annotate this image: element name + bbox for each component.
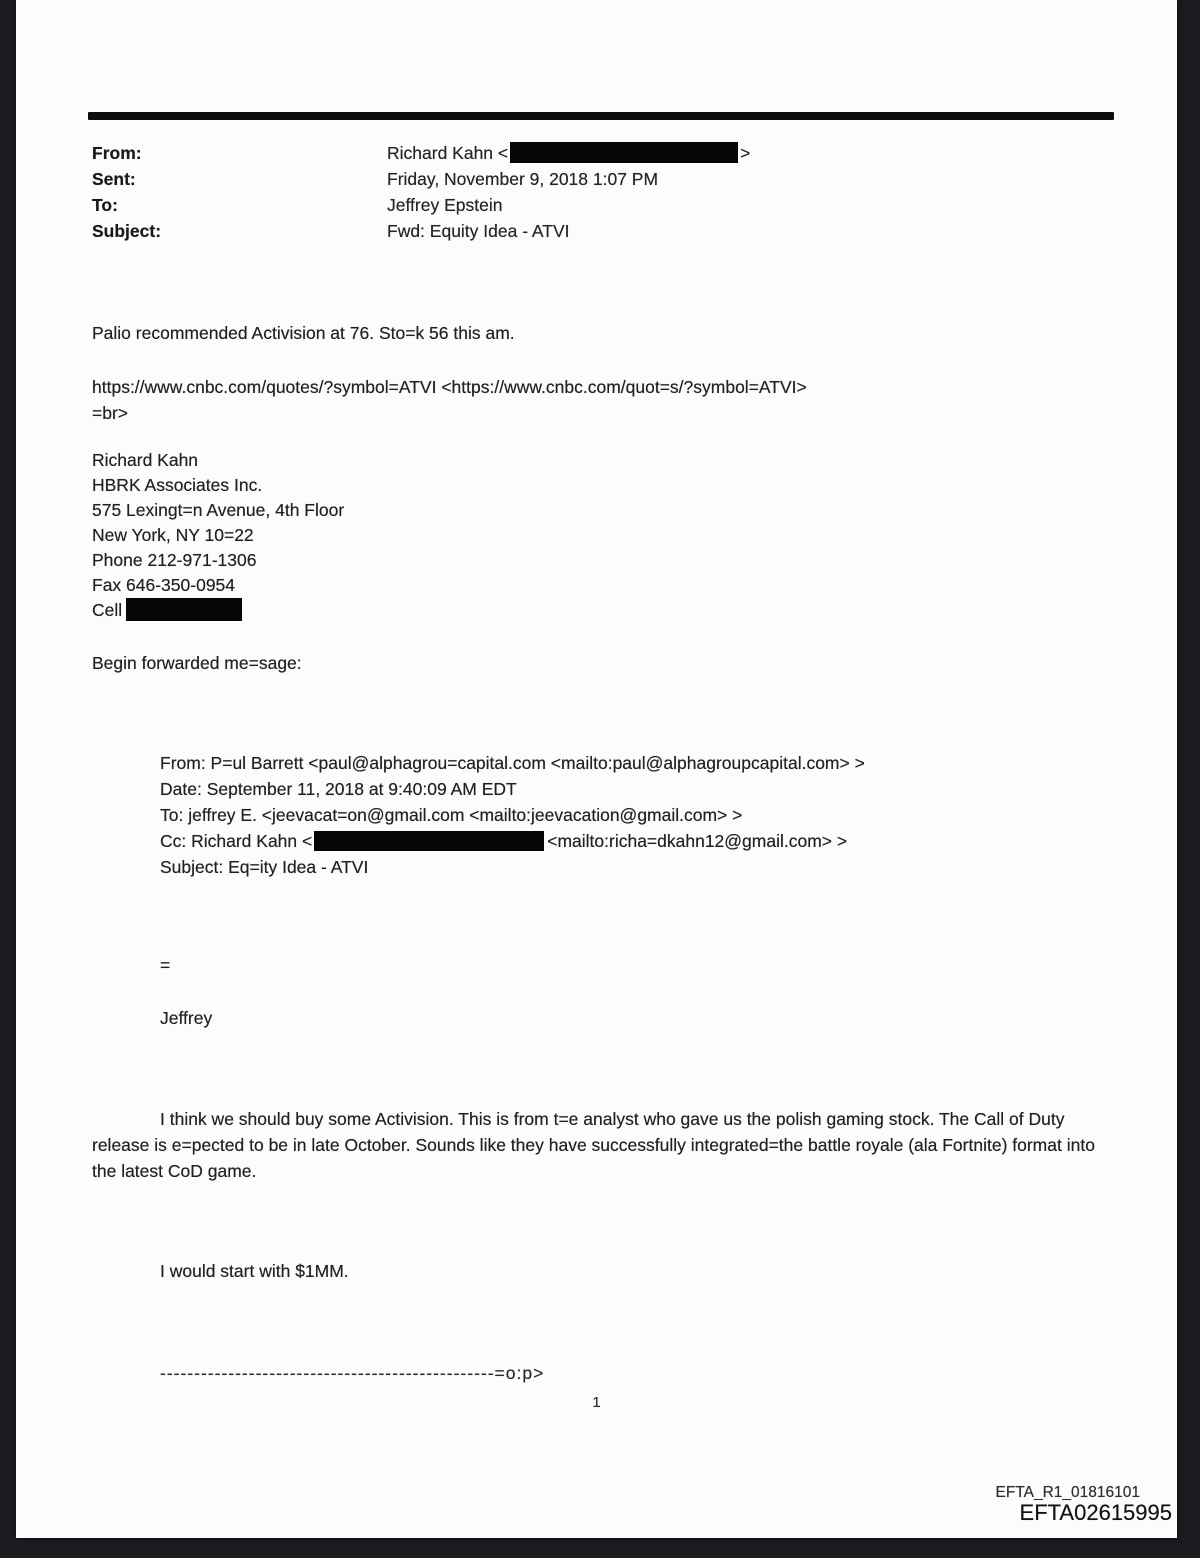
from-value-suffix: > [740, 143, 751, 163]
forwarded-to-line: To: jeffrey E. <jeevacat=on@gmail.com <mailto:jeevacation@gmail.com> > [160, 805, 743, 825]
page-number: 1 [592, 1394, 601, 1411]
url-block [92, 374, 807, 426]
forwarded-from-line: From: P=ul Barrett <paul@alphagrou=capital.com <mailto:paul@alphagroupcapital.com> > [160, 753, 865, 773]
cc-prefix: Cc: Richard Kahn < [160, 831, 313, 851]
from-label: From: [92, 143, 142, 163]
forwarded-header [160, 750, 865, 880]
header-row-from [92, 140, 750, 166]
to-value: Jeffrey Epstein [387, 195, 503, 215]
redaction-bar [126, 598, 242, 621]
from-value-prefix: Richard Kahn < [387, 143, 509, 163]
header-row-sent [92, 166, 750, 192]
header-row-to [92, 192, 750, 218]
separator-artifact-line: -------------------------------------------------=o:p> [160, 1363, 545, 1383]
cell-label: Cell [92, 600, 123, 620]
intro-line: Palio recommended Activision at 76. Sto=k 56 this am. [92, 323, 515, 343]
signature-address-line1: 575 Lexingt=n Avenue, 4th Floor [92, 500, 345, 520]
signature-company: HBRK Associates Inc. [92, 475, 263, 495]
subject-value: Fwd: Equity Idea - ATVI [387, 221, 570, 241]
from-value [387, 140, 750, 166]
url-wrap-artifact: =br> [92, 403, 128, 423]
bates-number-large: EFTA02615995 [1019, 1500, 1172, 1525]
forwarded-date-line: Date: September 11, 2018 at 9:40:09 AM EDT [160, 779, 517, 799]
redaction-bar [314, 831, 544, 851]
signature-cell-row [92, 598, 344, 623]
signature-address-line2: New York, NY 10=22 [92, 525, 254, 545]
redaction-bar [510, 142, 738, 163]
sent-value: Friday, November 9, 2018 1:07 PM [387, 169, 659, 189]
sent-label: Sent: [92, 169, 136, 189]
to-label: To: [92, 195, 118, 215]
begin-forwarded-line: Begin forwarded me=sage: [92, 653, 302, 673]
document-page [16, 0, 1177, 1538]
header-row-subject [92, 218, 750, 244]
signature-phone: Phone 212-971-1306 [92, 550, 257, 570]
cnbc-url-text: https://www.cnbc.com/quotes/?symbol=ATVI <https://www.cnbc.com/quot=s/?symbol=ATVI> [92, 377, 807, 397]
bates-number-small: EFTA_R1_01816101 [995, 1484, 1140, 1501]
subject-label: Subject: [92, 221, 162, 241]
forwarded-cc-line [160, 828, 865, 854]
signature-name: Richard Kahn [92, 450, 199, 470]
signature-block [92, 448, 344, 623]
forwarded-subject-line: Subject: Eq=ity Idea - ATVI [160, 857, 369, 877]
amount-line: I would start with $1MM. [160, 1261, 349, 1281]
email-header [92, 140, 750, 244]
greeting-line: Jeffrey [160, 1008, 213, 1028]
cc-suffix: <mailto:richa=dkahn12@gmail.com> > [547, 831, 848, 851]
header-divider-rule [88, 112, 1114, 120]
stray-equals-artifact: = [160, 955, 171, 975]
signature-fax: Fax 646-350-0954 [92, 575, 236, 595]
main-paragraph: I think we should buy some Activision. This is from t=e analyst who gave us the polish gaming stock. The Call of Duty release is e=pected to be in late October. Sounds like they have successfully integrated=the battle royale (ala Fortnite) format into the latest CoD game. [92, 1109, 1095, 1181]
